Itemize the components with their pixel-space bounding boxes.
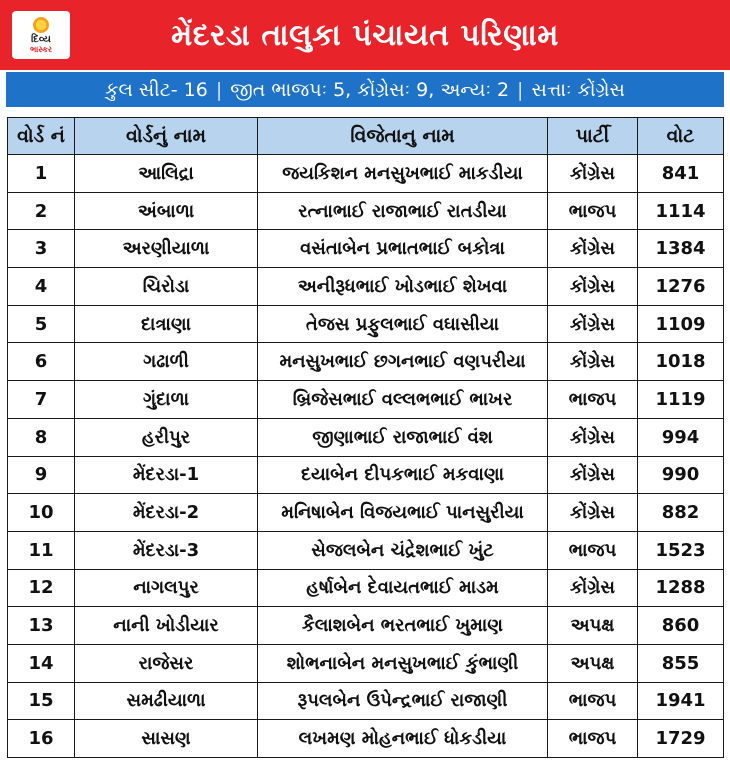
ward-name-cell: નાની ખોડીયાર bbox=[75, 607, 258, 645]
winner-name-cell: કૈલાશબેન ભરતભાઈ ખુમાણ bbox=[258, 607, 548, 645]
votes-cell: 1114 bbox=[638, 192, 724, 230]
table-row bbox=[8, 343, 724, 381]
table-row bbox=[8, 494, 724, 532]
table-row bbox=[8, 230, 724, 268]
votes-cell: 860 bbox=[638, 607, 724, 645]
table-row bbox=[8, 456, 724, 494]
ward-number-cell: 4 bbox=[8, 268, 75, 306]
party-cell: ભાજપ bbox=[548, 531, 638, 569]
ward-number-cell: 1 bbox=[8, 155, 75, 193]
votes-cell: 990 bbox=[638, 456, 724, 494]
table-row bbox=[8, 381, 724, 419]
logo-line-1: દિવ્ય bbox=[31, 33, 51, 45]
table-row bbox=[8, 418, 724, 456]
votes-cell: 1288 bbox=[638, 569, 724, 607]
votes-cell: 1729 bbox=[638, 720, 724, 758]
ward-name-cell: દાત્રાણા bbox=[75, 305, 258, 343]
table-row bbox=[8, 305, 724, 343]
ward-number-cell: 8 bbox=[8, 418, 75, 456]
winner-name-cell: દયાબેન દીપકભાઈ મકવાણા bbox=[258, 456, 548, 494]
party-cell: ભાજપ bbox=[548, 682, 638, 720]
ward-number-cell: 7 bbox=[8, 381, 75, 419]
total-seats: કુલ સીટ- 16 bbox=[105, 78, 208, 101]
ward-number-cell: 3 bbox=[8, 230, 75, 268]
ward-name-cell: રાજેસર bbox=[75, 644, 258, 682]
ward-number-cell: 11 bbox=[8, 531, 75, 569]
title-bar bbox=[0, 0, 730, 70]
winner-name-cell: તેજસ પ્રફુલભાઈ વઘાસીયા bbox=[258, 305, 548, 343]
party-cell: કોંગ્રેસ bbox=[548, 569, 638, 607]
party-cell: કોંગ્રેસ bbox=[548, 155, 638, 193]
table-row bbox=[8, 192, 724, 230]
ward-number-cell: 9 bbox=[8, 456, 75, 494]
summary-bar bbox=[6, 72, 724, 107]
winner-name-cell: સેજલબેન ચંદ્રેશભાઈ ખુંટ bbox=[258, 531, 548, 569]
winner-name-cell: જયકિશન મનસુખભાઈ માકડીયા bbox=[258, 155, 548, 193]
ward-number-cell: 12 bbox=[8, 569, 75, 607]
ward-name-cell: મેંદરડા-2 bbox=[75, 494, 258, 532]
winner-name-cell: મનસુખભાઈ છગનભાઈ વણપરીયા bbox=[258, 343, 548, 381]
page-title: મેંદરડા તાલુકા પંચાયત પરિણામ bbox=[171, 17, 559, 53]
col-header-party: પાર્ટી bbox=[548, 118, 638, 155]
party-cell: અપક્ષ bbox=[548, 644, 638, 682]
party-cell: કોંગ્રેસ bbox=[548, 268, 638, 306]
party-cell: અપક્ષ bbox=[548, 607, 638, 645]
ward-name-cell: મેંદરડા-3 bbox=[75, 531, 258, 569]
separator: | bbox=[215, 78, 223, 101]
votes-cell: 1523 bbox=[638, 531, 724, 569]
winner-name-cell: શોભનાબેન મનસુખભાઈ કુંભાણી bbox=[258, 644, 548, 682]
col-header-ward-name: વોર્ડનું નામ bbox=[75, 118, 258, 155]
winner-name-cell: મનિષાબેન વિજયભાઈ પાનસુરીયા bbox=[258, 494, 548, 532]
results-table bbox=[7, 117, 724, 758]
ward-name-cell: ગઢાળી bbox=[75, 343, 258, 381]
votes-cell: 1109 bbox=[638, 305, 724, 343]
ward-name-cell: અરણીયાળા bbox=[75, 230, 258, 268]
winner-name-cell: જીણાભાઈ રાજાભાઈ વંશ bbox=[258, 418, 548, 456]
votes-cell: 994 bbox=[638, 418, 724, 456]
votes-cell: 882 bbox=[638, 494, 724, 532]
votes-cell: 1018 bbox=[638, 343, 724, 381]
party-cell: કોંગ્રેસ bbox=[548, 305, 638, 343]
winner-name-cell: હર્ષાબેન દેવાયતભાઈ માડમ bbox=[258, 569, 548, 607]
ward-name-cell: આલિદ્રા bbox=[75, 155, 258, 193]
table-row bbox=[8, 569, 724, 607]
logo-line-2: ભાસ્કર bbox=[29, 44, 53, 54]
table-row bbox=[8, 531, 724, 569]
ward-name-cell: સાસણ bbox=[75, 720, 258, 758]
ward-number-cell: 16 bbox=[8, 720, 75, 758]
ward-name-cell: ચિરોડા bbox=[75, 268, 258, 306]
votes-cell: 1384 bbox=[638, 230, 724, 268]
table-row bbox=[8, 682, 724, 720]
ruling-party: સત્તાઃ કોંગ્રેસ bbox=[531, 78, 625, 101]
party-wins: જીત ભાજપઃ 5, કોંગ્રેસઃ 9, અન્યઃ 2 bbox=[230, 78, 510, 101]
winner-name-cell: રત્નાભાઈ રાજાભાઈ રાતડીયા bbox=[258, 192, 548, 230]
table-row bbox=[8, 607, 724, 645]
party-cell: કોંગ્રેસ bbox=[548, 343, 638, 381]
votes-cell: 1276 bbox=[638, 268, 724, 306]
ward-name-cell: હરીપુર bbox=[75, 418, 258, 456]
ward-number-cell: 10 bbox=[8, 494, 75, 532]
ward-number-cell: 14 bbox=[8, 644, 75, 682]
winner-name-cell: રૂપલબેન ઉપેન્દ્રભાઈ રાજાણી bbox=[258, 682, 548, 720]
ward-number-cell: 2 bbox=[8, 192, 75, 230]
winner-name-cell: અનીરૂધભાઈ ખોડભાઈ શેખવા bbox=[258, 268, 548, 306]
ward-name-cell: નાગલપુર bbox=[75, 569, 258, 607]
winner-name-cell: વસંતાબેન પ્રભાતભાઈ બકોત્રા bbox=[258, 230, 548, 268]
divya-bhaskar-logo bbox=[12, 11, 70, 59]
winner-name-cell: બ્રિજેસભાઈ વલ્લભભાઈ ભાખર bbox=[258, 381, 548, 419]
party-cell: કોંગ્રેસ bbox=[548, 230, 638, 268]
ward-name-cell: સમઢીયાળા bbox=[75, 682, 258, 720]
winner-name-cell: લખમણ મોહનભાઈ ધોકડીયા bbox=[258, 720, 548, 758]
party-cell: કોંગ્રેસ bbox=[548, 418, 638, 456]
sun-icon bbox=[33, 17, 49, 33]
ward-number-cell: 5 bbox=[8, 305, 75, 343]
table-row bbox=[8, 720, 724, 758]
votes-cell: 1119 bbox=[638, 381, 724, 419]
party-cell: ભાજપ bbox=[548, 192, 638, 230]
ward-number-cell: 13 bbox=[8, 607, 75, 645]
party-cell: ભાજપ bbox=[548, 720, 638, 758]
col-header-winner: વિજેતાનુ નામ bbox=[258, 118, 548, 155]
table-row bbox=[8, 155, 724, 193]
party-cell: કોંગ્રેસ bbox=[548, 494, 638, 532]
col-header-votes: વોટ bbox=[638, 118, 724, 155]
ward-name-cell: અંબાળા bbox=[75, 192, 258, 230]
votes-cell: 855 bbox=[638, 644, 724, 682]
table-header-row bbox=[8, 118, 724, 155]
ward-number-cell: 15 bbox=[8, 682, 75, 720]
separator: | bbox=[517, 78, 524, 101]
party-cell: કોંગ્રેસ bbox=[548, 456, 638, 494]
ward-name-cell: ગુંદાળા bbox=[75, 381, 258, 419]
col-header-ward-no: વોર્ડ નં bbox=[8, 118, 75, 155]
ward-name-cell: મેંદરડા-1 bbox=[75, 456, 258, 494]
table-row bbox=[8, 268, 724, 306]
party-cell: ભાજપ bbox=[548, 381, 638, 419]
votes-cell: 1941 bbox=[638, 682, 724, 720]
ward-number-cell: 6 bbox=[8, 343, 75, 381]
table-row bbox=[8, 644, 724, 682]
votes-cell: 841 bbox=[638, 155, 724, 193]
